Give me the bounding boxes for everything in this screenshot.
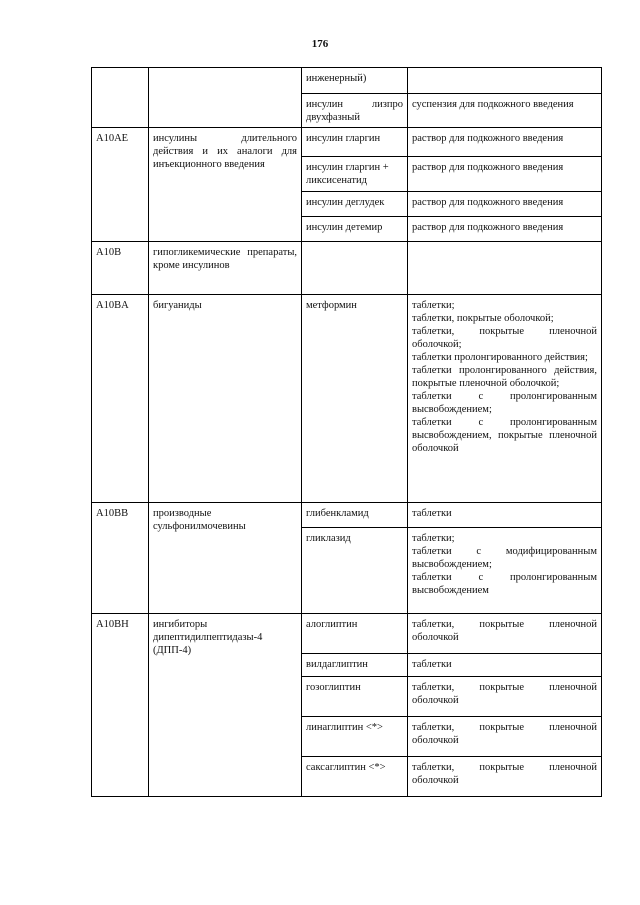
substance-cell: гликлазид [302, 528, 408, 614]
substance-cell: инсулин детемир [302, 217, 408, 242]
dosage-form-item: раствор для подкожного введения [412, 222, 564, 233]
atc-group-cell [149, 68, 302, 128]
substance-cell: метформин [302, 295, 408, 503]
dosage-form-cell [408, 654, 602, 677]
dosage-form-cell [408, 677, 602, 717]
dosage-form-item: таблетки [412, 659, 452, 670]
atc-code-cell: A10AE [92, 128, 149, 242]
dosage-form-item: таблетки с пролонгированным высвобождением, покрытые пленочной оболочкой [412, 417, 597, 454]
table-row [92, 614, 602, 654]
substance-cell: вилдаглиптин [302, 654, 408, 677]
dosage-form-cell [408, 717, 602, 757]
table-row [92, 128, 602, 157]
atc-group-cell: гипогликемические препараты, кроме инсулинов [149, 242, 302, 295]
dosage-form-cell [408, 242, 602, 295]
substance-cell: инсулин лизпро двухфазный [302, 94, 408, 128]
dosage-form-cell [408, 757, 602, 797]
dosage-form-item: таблетки, покрытые пленочной оболочкой [412, 722, 597, 746]
substance-cell [302, 242, 408, 295]
dosage-form-item: таблетки; [412, 533, 455, 544]
atc-group-cell: производные сульфонилмочевины [149, 503, 302, 614]
atc-drug-table [91, 67, 602, 797]
dosage-form-item: таблетки; [412, 300, 455, 311]
page-number: 176 [311, 38, 329, 50]
dosage-form-cell [408, 614, 602, 654]
atc-group-cell: бигуаниды [149, 295, 302, 503]
atc-group-cell: ингибиторы дипептидилпептидазы-4 (ДПП-4) [149, 614, 302, 797]
dosage-form-item: таблетки [412, 508, 452, 519]
dosage-form-item: раствор для подкожного введения [412, 162, 564, 173]
atc-code-cell: A10B [92, 242, 149, 295]
atc-code-cell [92, 68, 149, 128]
substance-cell: инженерный) [302, 68, 408, 94]
substance-cell: саксаглиптин <*> [302, 757, 408, 797]
table-row [92, 503, 602, 528]
atc-group-cell: инсулины длительного действия и их аналоги для инъекционного введения [149, 128, 302, 242]
table-row [92, 68, 602, 94]
dosage-form-item: таблетки пролонгированного действия; [412, 352, 588, 363]
dosage-form-item: суспензия для подкожного введения [412, 99, 574, 110]
dosage-form-cell [408, 192, 602, 217]
substance-cell: инсулин гларгин [302, 128, 408, 157]
dosage-form-cell [408, 503, 602, 528]
dosage-form-cell [408, 157, 602, 192]
dosage-form-cell [408, 128, 602, 157]
dosage-form-item: раствор для подкожного введения [412, 197, 564, 208]
dosage-form-item: таблетки с пролонгированным высвобождением; [412, 391, 597, 415]
substance-cell: алоглиптин [302, 614, 408, 654]
atc-code-cell: A10BH [92, 614, 149, 797]
dosage-form-item: таблетки с модифицированным высвобождением; [412, 546, 597, 570]
dosage-form-item: таблетки, покрытые пленочной оболочкой [412, 682, 597, 706]
dosage-form-item: таблетки, покрытые пленочной оболочкой; [412, 326, 597, 350]
dosage-form-item: таблетки, покрытые оболочкой; [412, 313, 554, 324]
dosage-form-cell [408, 68, 602, 94]
dosage-form-item: таблетки, покрытые пленочной оболочкой [412, 619, 597, 643]
atc-code-cell: A10BB [92, 503, 149, 614]
dosage-form-cell [408, 528, 602, 614]
dosage-form-item: таблетки пролонгированного действия, покрытые пленочной оболочкой; [412, 365, 597, 389]
dosage-form-cell [408, 94, 602, 128]
table-row [92, 242, 602, 295]
dosage-form-item: таблетки с пролонгированным высвобождением [412, 572, 597, 596]
atc-code-cell: A10BA [92, 295, 149, 503]
dosage-form-item: раствор для подкожного введения [412, 133, 564, 144]
dosage-form-item: таблетки, покрытые пленочной оболочкой [412, 762, 597, 786]
table-row [92, 295, 602, 503]
substance-cell: линаглиптин <*> [302, 717, 408, 757]
dosage-form-cell [408, 295, 602, 503]
substance-cell: гозоглиптин [302, 677, 408, 717]
dosage-form-cell [408, 217, 602, 242]
substance-cell: глибенкламид [302, 503, 408, 528]
substance-cell: инсулин гларгин + ликсисенатид [302, 157, 408, 192]
substance-cell: инсулин деглудек [302, 192, 408, 217]
